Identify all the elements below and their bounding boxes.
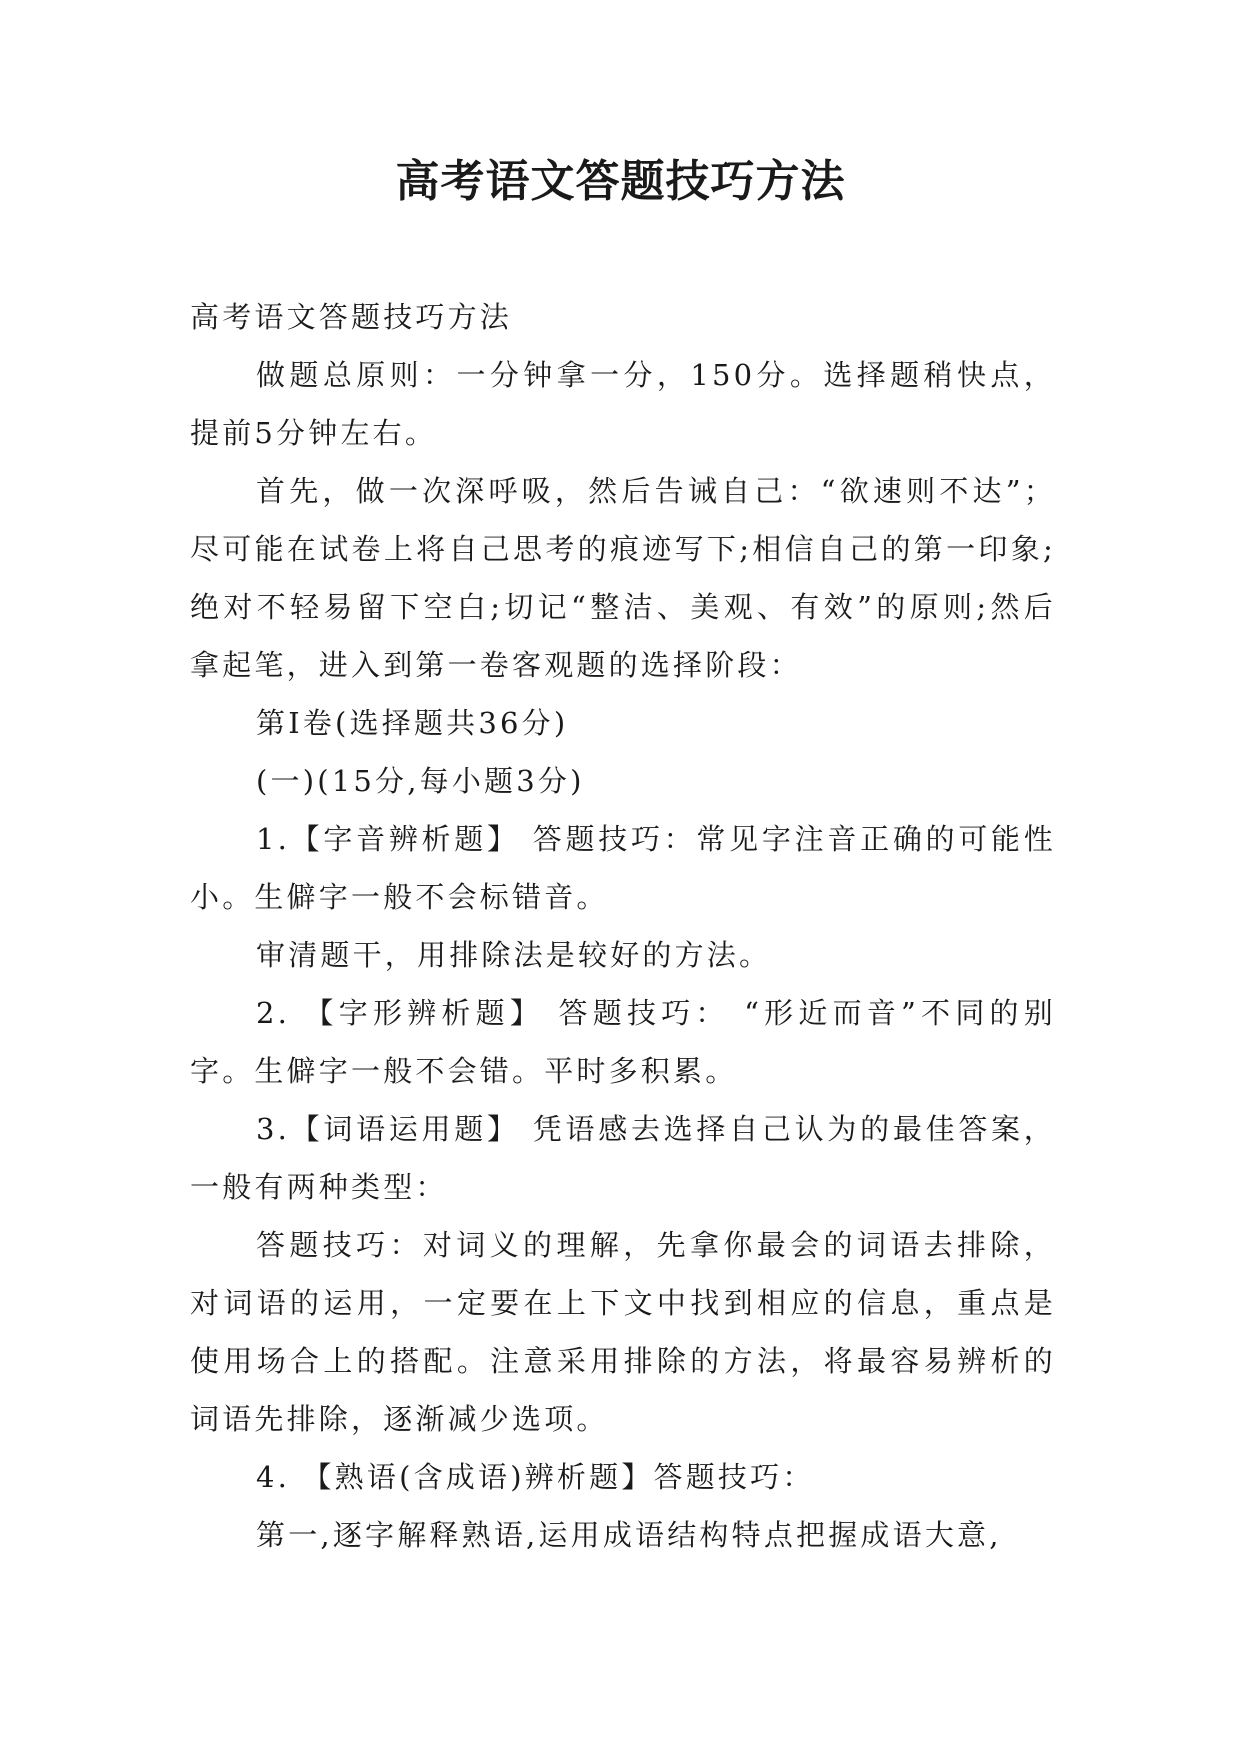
paragraph-8: 2. 【字形辨析题】 答题技巧： “形近而音”不同的别字。生僻字一般不会错。平时多积累。 — [190, 996, 1056, 1088]
paragraph-11: 4. 【熟语(含成语)辨析题】答题技巧： — [256, 1460, 815, 1494]
paragraph-9: 3.【词语运用题】 凭语感去选择自己认为的最佳答案，一般有两种类型： — [190, 1112, 1056, 1204]
document-title: 高考语文答题技巧方法 — [395, 156, 846, 207]
document-body — [190, 288, 1056, 1564]
paragraph-7: 审清题干，用排除法是较好的方法。 — [256, 938, 772, 972]
paragraph-3: 首先，做一次深呼吸，然后告诫自己：“欲速则不达”；尽可能在试卷上将自己思考的痕迹写下;相信自己的第一印象;绝对不轻易留下空白;切记“整洁、美观、有效”的原则;然后拿起笔，进入到第一卷客观题的选择阶段： — [190, 474, 1056, 682]
paragraph-2: 做题总原则：一分钟拿一分，150分。选择题稍快点，提前5分钟左右。 — [190, 358, 1056, 450]
paragraph-6: 1.【字音辨析题】 答题技巧：常见字注音正确的可能性小。生僻字一般不会标错音。 — [190, 822, 1056, 914]
paragraph-5: (一)(15分,每小题3分) — [256, 764, 585, 798]
paragraph-4: 第Ⅰ卷(选择题共36分) — [256, 706, 569, 740]
paragraph-10: 答题技巧：对词义的理解，先拿你最会的词语去排除，对词语的运用，一定要在上下文中找到相应的信息，重点是使用场合上的搭配。注意采用排除的方法，将最容易辨析的词语先排除，逐渐减少选项。 — [190, 1228, 1056, 1436]
paragraph-12: 第一,逐字解释熟语,运用成语结构特点把握成语大意, — [256, 1518, 1002, 1552]
paragraph-1: 高考语文答题技巧方法 — [190, 300, 513, 334]
